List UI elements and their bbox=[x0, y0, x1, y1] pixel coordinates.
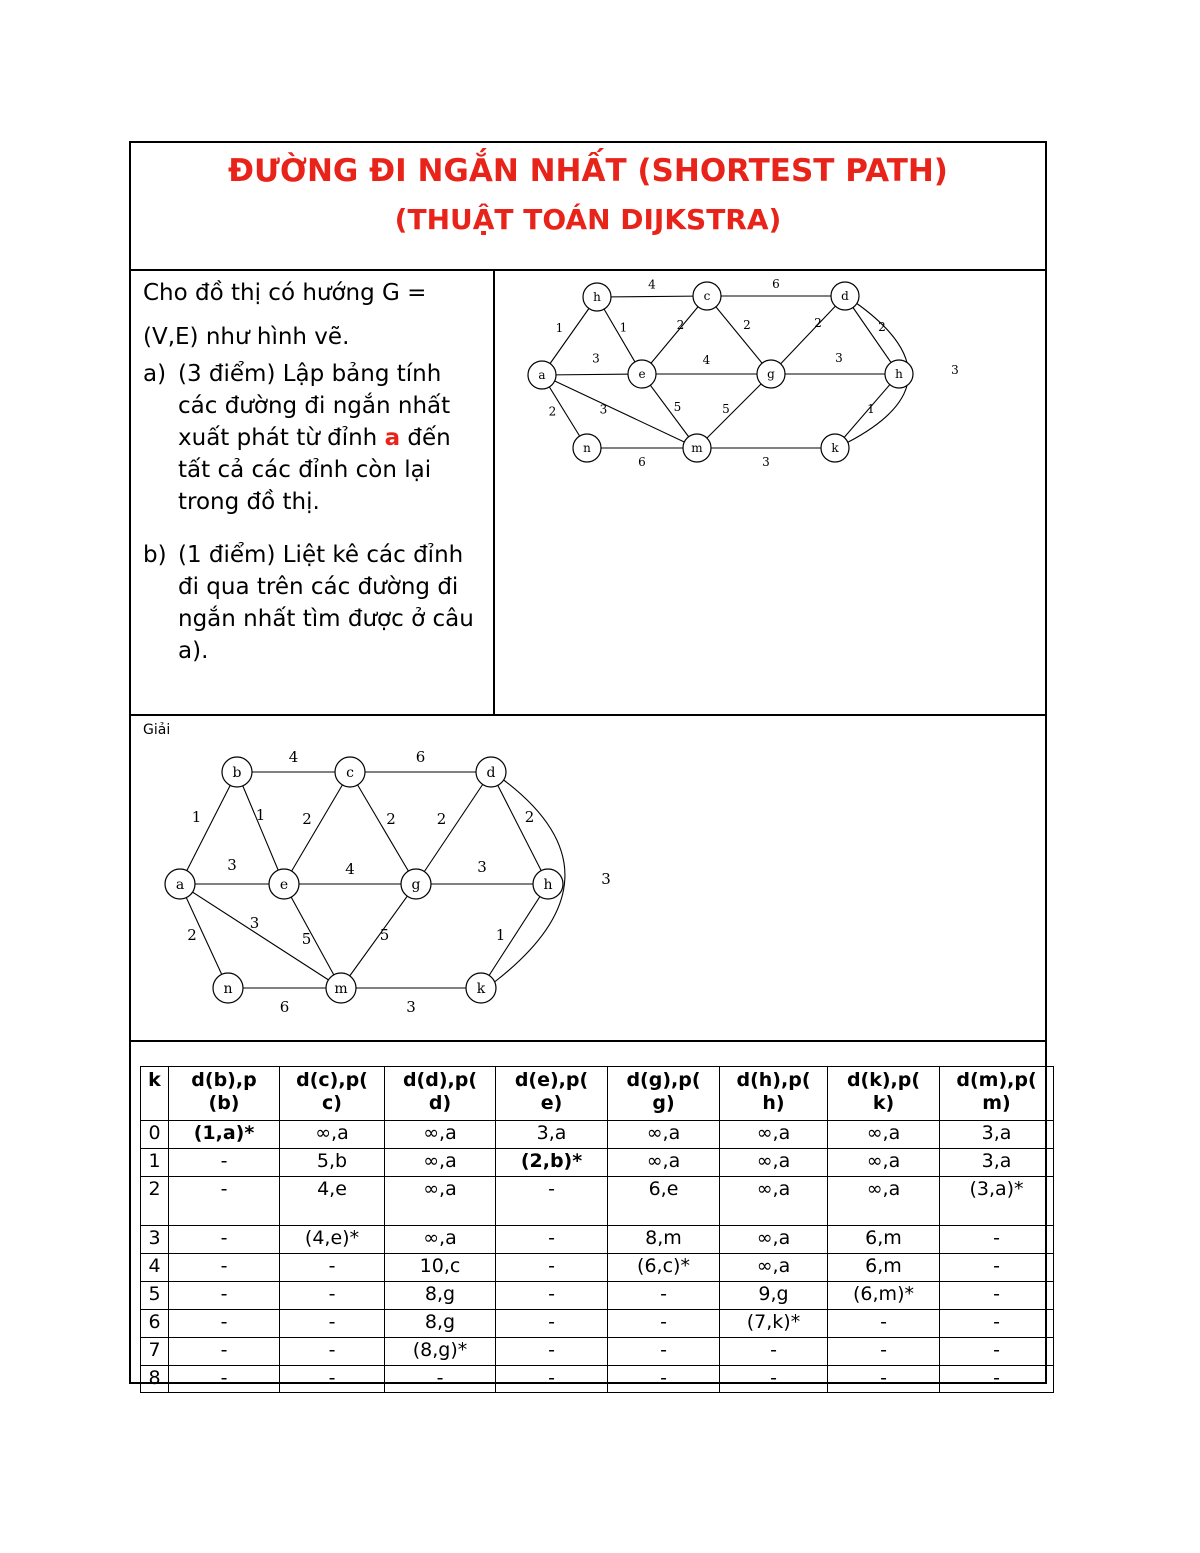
node-label-k: k bbox=[831, 441, 839, 456]
column-header-line: d(m),p( bbox=[956, 1069, 1037, 1091]
column-header-line: d(h),p( bbox=[736, 1069, 811, 1091]
table-cell: - bbox=[940, 1338, 1054, 1366]
table-cell: (7,k)* bbox=[720, 1310, 828, 1338]
edge-weight-a-n: 2 bbox=[187, 926, 197, 944]
column-header-line: e) bbox=[540, 1092, 563, 1114]
graph-edge-e-m bbox=[284, 884, 341, 988]
table-cell: - bbox=[496, 1226, 608, 1254]
table-cell: - bbox=[940, 1366, 1054, 1393]
table-cell: - bbox=[169, 1177, 280, 1226]
edge-weight-c-g: 2 bbox=[386, 810, 396, 828]
node-label-n: n bbox=[583, 441, 591, 456]
graph-edge-b-c bbox=[597, 296, 707, 297]
table-cell: 3,a bbox=[496, 1121, 608, 1149]
edge-weight-n-m: 6 bbox=[638, 455, 646, 469]
table-cell: (2,b)* bbox=[496, 1149, 608, 1177]
table-cell: - bbox=[828, 1338, 940, 1366]
column-header-6 bbox=[720, 1067, 828, 1121]
step-cell: 3 bbox=[141, 1226, 169, 1254]
table-row bbox=[141, 1177, 1054, 1226]
step-cell: 4 bbox=[141, 1254, 169, 1282]
column-header-line: k) bbox=[872, 1092, 895, 1114]
edge-weight-d-h: 2 bbox=[524, 808, 535, 826]
question-a-body bbox=[143, 358, 483, 518]
table-cell: - bbox=[940, 1310, 1054, 1338]
table-cell: ∞,a bbox=[828, 1149, 940, 1177]
node-label-d: d bbox=[841, 289, 849, 304]
table-cell: ∞,a bbox=[720, 1149, 828, 1177]
node-label-a: a bbox=[175, 876, 185, 893]
table-row bbox=[141, 1254, 1054, 1282]
node-label-e: e bbox=[638, 367, 646, 382]
table-cell: - bbox=[169, 1226, 280, 1254]
table-cell: - bbox=[280, 1366, 385, 1393]
edge-weight-c-d: 6 bbox=[415, 748, 426, 766]
question-text-cell bbox=[131, 271, 495, 714]
table-cell: ∞,a bbox=[720, 1177, 828, 1226]
table-cell: 6,m bbox=[828, 1254, 940, 1282]
table-cell: - bbox=[496, 1282, 608, 1310]
solution-section bbox=[131, 716, 1045, 1042]
table-cell: (6,c)* bbox=[608, 1254, 720, 1282]
table-cell: - bbox=[169, 1338, 280, 1366]
edge-weight-b-e: 1 bbox=[619, 320, 628, 335]
table-cell: - bbox=[608, 1366, 720, 1393]
table-cell: ∞,a bbox=[828, 1177, 940, 1226]
page-title: ĐƯỜNG ĐI NGẮN NHẤT (SHORTEST PATH) bbox=[228, 153, 948, 189]
edge-weight-e-c: 2 bbox=[302, 810, 312, 828]
edge-weight-a-n: 2 bbox=[548, 404, 557, 419]
edge-weight-g-h: 3 bbox=[477, 858, 487, 876]
edge-weight-k-h: 1 bbox=[867, 402, 875, 416]
table-cell: - bbox=[280, 1310, 385, 1338]
node-label-n: n bbox=[223, 980, 233, 997]
graph-edge-d-h bbox=[491, 772, 548, 884]
table-cell: 8,m bbox=[608, 1226, 720, 1254]
table-cell: - bbox=[496, 1366, 608, 1393]
table-row bbox=[141, 1121, 1054, 1149]
step-cell: 7 bbox=[141, 1338, 169, 1366]
column-header-line: d(b),p bbox=[191, 1069, 257, 1091]
column-header-7 bbox=[828, 1067, 940, 1121]
step-cell: 1 bbox=[141, 1149, 169, 1177]
table-cell: (4,e)* bbox=[280, 1226, 385, 1254]
edge-weight-e-c: 2 bbox=[676, 318, 685, 332]
edge-weight-e-m: 5 bbox=[301, 930, 312, 948]
source-vertex: a bbox=[384, 425, 401, 451]
node-label-h: h bbox=[895, 367, 903, 382]
table-cell: ∞,a bbox=[385, 1177, 496, 1226]
table-row bbox=[141, 1338, 1054, 1366]
graph-edge-c-g bbox=[350, 772, 416, 884]
table-cell: (8,g)* bbox=[385, 1338, 496, 1366]
edge-weight-g-d: 2 bbox=[814, 316, 822, 330]
table-header-row bbox=[141, 1067, 1054, 1121]
edge-weight-d-k: 3 bbox=[601, 870, 611, 888]
graph-edge-c-g bbox=[707, 296, 771, 374]
table-cell: - bbox=[828, 1310, 940, 1338]
table-cell: ∞,a bbox=[385, 1226, 496, 1254]
edge-weight-e-m: 5 bbox=[673, 400, 682, 414]
step-cell: 2 bbox=[141, 1177, 169, 1226]
edge-weight-a-b: 1 bbox=[191, 808, 202, 826]
edge-weight-a-b: 1 bbox=[555, 321, 564, 335]
edge-weight-c-d: 6 bbox=[772, 277, 780, 291]
table-cell: ∞,a bbox=[720, 1121, 828, 1149]
edge-weight-m-g: 5 bbox=[722, 402, 730, 416]
table-cell: ∞,a bbox=[720, 1226, 828, 1254]
node-label-d: d bbox=[486, 764, 496, 781]
edge-weight-e-g: 4 bbox=[702, 353, 711, 367]
edge-weight-m-k: 3 bbox=[406, 998, 416, 1016]
column-header-line: d(k),p( bbox=[846, 1069, 921, 1091]
table-cell: (6,m)* bbox=[828, 1282, 940, 1310]
table-cell: ∞,a bbox=[828, 1121, 940, 1149]
table-cell: 9,g bbox=[720, 1282, 828, 1310]
edge-weight-c-g: 2 bbox=[743, 318, 751, 332]
table-cell: 4,e bbox=[280, 1177, 385, 1226]
column-header-line: d(d),p( bbox=[402, 1069, 478, 1091]
question-graph-cell bbox=[495, 271, 1045, 714]
edge-weight-m-g: 5 bbox=[379, 926, 390, 944]
table-cell: ∞,a bbox=[385, 1121, 496, 1149]
node-label-k: k bbox=[476, 980, 486, 997]
table-row bbox=[141, 1226, 1054, 1254]
graph-edge-e-c bbox=[284, 772, 350, 884]
column-header-line: h) bbox=[762, 1092, 785, 1114]
column-header-line: (b) bbox=[208, 1092, 240, 1114]
graph-edge-e-c bbox=[642, 296, 707, 374]
step-cell: 0 bbox=[141, 1121, 169, 1149]
intro-line-1: Cho đồ thị có hướng G = bbox=[143, 280, 427, 306]
question-a bbox=[143, 358, 483, 518]
edge-weight-e-g: 4 bbox=[345, 860, 355, 878]
table-cell: - bbox=[385, 1366, 496, 1393]
table-cell: ∞,a bbox=[608, 1121, 720, 1149]
table-cell: ∞,a bbox=[720, 1254, 828, 1282]
table-cell: - bbox=[496, 1254, 608, 1282]
edge-weight-b-c: 4 bbox=[648, 277, 656, 292]
table-cell: - bbox=[608, 1282, 720, 1310]
page-subtitle: (THUẬT TOÁN DIJKSTRA) bbox=[394, 203, 782, 236]
step-cell: 6 bbox=[141, 1310, 169, 1338]
table-cell: 3,a bbox=[940, 1121, 1054, 1149]
table-cell: - bbox=[280, 1282, 385, 1310]
edge-weight-g-d: 2 bbox=[436, 810, 447, 828]
dijkstra-table bbox=[140, 1066, 1054, 1393]
table-cell: - bbox=[720, 1338, 828, 1366]
edge-weight-d-h: 2 bbox=[878, 320, 886, 334]
graph-edge-g-d bbox=[771, 296, 845, 374]
table-cell: - bbox=[169, 1254, 280, 1282]
node-label-g: g bbox=[411, 876, 421, 893]
table-cell: - bbox=[608, 1310, 720, 1338]
column-header-2 bbox=[280, 1067, 385, 1121]
question-a-label: a) bbox=[143, 361, 167, 387]
table-cell: - bbox=[169, 1282, 280, 1310]
graph-diagram-large bbox=[131, 736, 631, 1036]
column-header-line: g) bbox=[652, 1092, 675, 1114]
edge-weight-n-m: 6 bbox=[279, 998, 290, 1016]
question-b-text: (1 điểm) Liệt kê các đỉnh đi qua trên các đường đi ngắn nhất tìm được ở câu a). bbox=[178, 542, 474, 664]
graph-edge-m-g bbox=[697, 374, 771, 448]
table-row bbox=[141, 1282, 1054, 1310]
table-cell: (3,a)* bbox=[940, 1177, 1054, 1226]
node-label-c: c bbox=[703, 289, 711, 304]
node-label-a: a bbox=[538, 368, 546, 383]
column-header-line: d) bbox=[428, 1092, 452, 1114]
column-header-1 bbox=[169, 1067, 280, 1121]
node-label-h: h bbox=[543, 876, 553, 893]
step-cell: 8 bbox=[141, 1366, 169, 1393]
table-cell: 3,a bbox=[940, 1149, 1054, 1177]
edge-weight-k-h: 1 bbox=[495, 926, 506, 944]
question-b bbox=[143, 539, 483, 667]
table-row bbox=[141, 1149, 1054, 1177]
column-header-8 bbox=[940, 1067, 1054, 1121]
column-header-line: d(g),p( bbox=[626, 1069, 701, 1091]
node-label-b: h bbox=[593, 290, 601, 305]
solution-label: Giải bbox=[143, 722, 171, 738]
question-a-text-2: đến tất cả các đỉnh còn lại trong đồ thị. bbox=[178, 425, 451, 515]
column-header-3 bbox=[385, 1067, 496, 1121]
table-cell: - bbox=[280, 1338, 385, 1366]
table-cell: - bbox=[940, 1226, 1054, 1254]
table-cell: - bbox=[280, 1254, 385, 1282]
table-cell: - bbox=[608, 1338, 720, 1366]
node-label-m: m bbox=[691, 441, 703, 456]
column-header-line: d(c),p( bbox=[296, 1069, 368, 1091]
question-a-text-1: (3 điểm) Lập bảng tính các đường đi ngắn nhất xuất phát từ đỉnh bbox=[178, 361, 451, 451]
table-cell: ∞,a bbox=[280, 1121, 385, 1149]
graph-edge-m-g bbox=[341, 884, 416, 988]
column-header-line: m) bbox=[982, 1092, 1011, 1114]
column-header-line: d(e),p( bbox=[514, 1069, 589, 1091]
table-row bbox=[141, 1366, 1054, 1393]
column-header-line: c) bbox=[322, 1092, 342, 1114]
table-cell: - bbox=[169, 1366, 280, 1393]
table-body bbox=[141, 1121, 1054, 1393]
edge-weight-a-m: 3 bbox=[599, 402, 608, 417]
edge-weight-a-m: 3 bbox=[249, 914, 260, 932]
edge-weight-m-k: 3 bbox=[762, 455, 770, 469]
table-cell: 8,g bbox=[385, 1310, 496, 1338]
graph-diagram-small bbox=[495, 271, 1047, 471]
node-label-c: c bbox=[346, 764, 354, 781]
table-cell: - bbox=[169, 1149, 280, 1177]
table-cell: 8,g bbox=[385, 1282, 496, 1310]
question-intro bbox=[143, 271, 483, 359]
table-cell: 6,m bbox=[828, 1226, 940, 1254]
node-label-b: b bbox=[232, 764, 242, 781]
table-cell: 5,b bbox=[280, 1149, 385, 1177]
table-cell: - bbox=[940, 1254, 1054, 1282]
column-header-0 bbox=[141, 1067, 169, 1121]
table-cell: - bbox=[169, 1310, 280, 1338]
column-header-4 bbox=[496, 1067, 608, 1121]
step-cell: 5 bbox=[141, 1282, 169, 1310]
table-cell: - bbox=[828, 1366, 940, 1393]
edge-weight-d-k: 3 bbox=[951, 363, 959, 377]
table-row bbox=[141, 1310, 1054, 1338]
spacer-row bbox=[131, 1042, 1045, 1068]
table-cell: - bbox=[496, 1338, 608, 1366]
table-cell: - bbox=[496, 1310, 608, 1338]
column-header-5 bbox=[608, 1067, 720, 1121]
table-cell: - bbox=[496, 1177, 608, 1226]
table-cell: 6,e bbox=[608, 1177, 720, 1226]
table-cell: ∞,a bbox=[385, 1149, 496, 1177]
edge-weight-g-h: 3 bbox=[835, 351, 843, 365]
table-cell: - bbox=[940, 1282, 1054, 1310]
table-cell: (1,a)* bbox=[169, 1121, 280, 1149]
graph-edge-k-h bbox=[481, 884, 548, 988]
edge-weight-b-c: 4 bbox=[288, 748, 299, 766]
graph-edge-b-e bbox=[237, 772, 284, 884]
edge-weight-a-e: 3 bbox=[592, 351, 600, 366]
intro-line-2: (V,E) như hình vẽ. bbox=[143, 324, 350, 350]
edge-weight-a-e: 3 bbox=[227, 856, 237, 874]
node-label-e: e bbox=[279, 876, 289, 893]
title-section bbox=[131, 143, 1045, 271]
node-label-g: g bbox=[767, 367, 775, 382]
question-section bbox=[131, 271, 1045, 716]
table-cell: ∞,a bbox=[608, 1149, 720, 1177]
table-cell: - bbox=[720, 1366, 828, 1393]
question-b-label: b) bbox=[143, 542, 167, 568]
graph-edge-a-e bbox=[542, 374, 642, 375]
node-label-m: m bbox=[334, 980, 348, 997]
column-header-line: k bbox=[148, 1069, 161, 1091]
table-cell: 10,c bbox=[385, 1254, 496, 1282]
edge-weight-b-e: 1 bbox=[255, 806, 266, 824]
